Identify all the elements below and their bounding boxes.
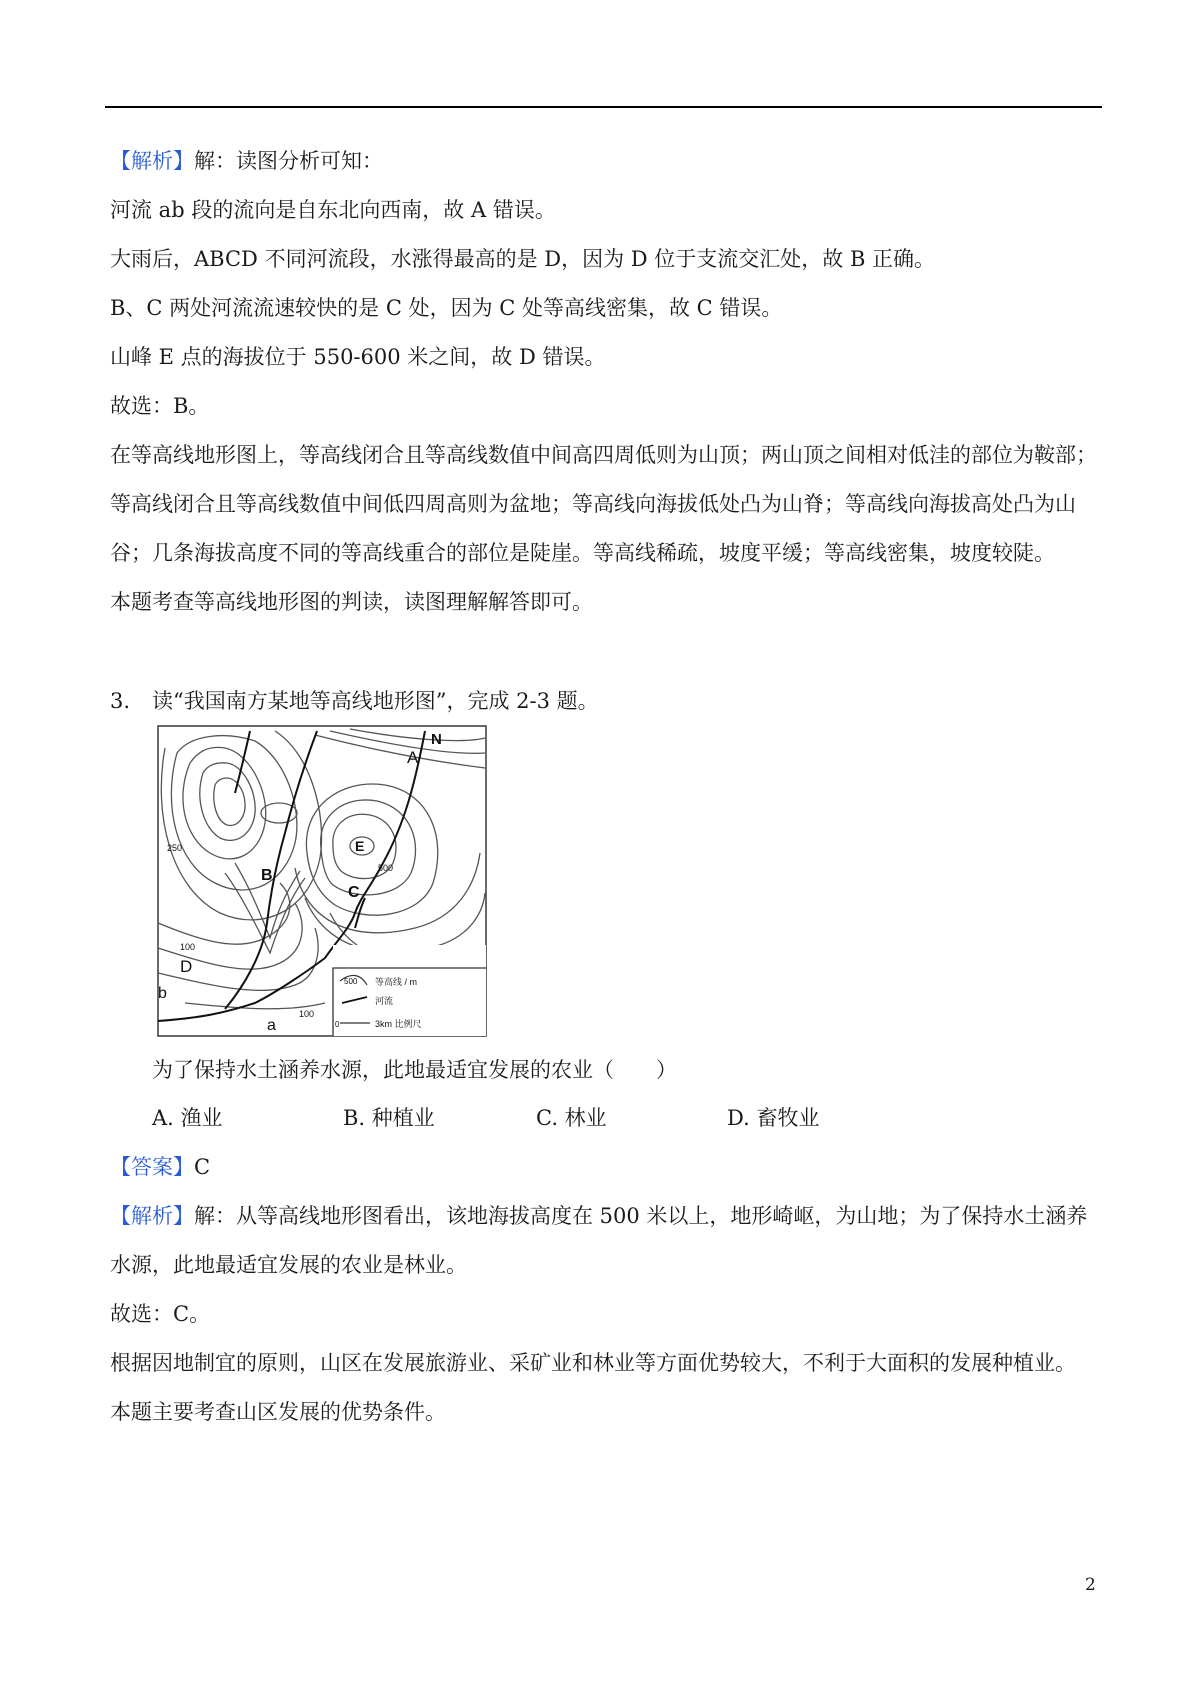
analysis-tag: 【解析】 xyxy=(110,149,194,173)
analysis-line: 本题考查等高线地形图的判读，读图理解解答即可。 xyxy=(110,590,593,614)
answer-tag: 【答案】 xyxy=(110,1155,194,1179)
elevation-100-left: 100 xyxy=(180,942,196,952)
label-b-lower: b xyxy=(158,985,167,1002)
analysis-line: 河流 ab 段的流向是自东北向西南，故 A 错误。 xyxy=(110,198,556,222)
option-a: A. 渔业 xyxy=(152,1106,223,1130)
analysis-2-tag: 【解析】 xyxy=(110,1204,194,1228)
question-stem: 为了保持水土涵养水源，此地最适宜发展的农业（ ） xyxy=(152,1058,677,1082)
label-a-lower: a xyxy=(267,1017,276,1034)
elevation-500: 500 xyxy=(378,863,394,873)
north-arrow-label: N xyxy=(431,731,442,748)
analysis-line: 等高线闭合且等高线数值中间低四周高则为盆地；等高线向海拔低处凸为山脊；等高线向海拔高处凸为山 xyxy=(110,492,1076,516)
label-a-upper: A xyxy=(407,748,419,767)
analysis-line: 山峰 E 点的海拔位于 550-600 米之间，故 D 错误。 xyxy=(110,345,606,369)
label-c: C xyxy=(348,884,360,901)
question-number: 3. xyxy=(110,689,131,713)
analysis-2-line: 本题主要考查山区发展的优势条件。 xyxy=(110,1400,446,1424)
header-rule xyxy=(105,106,1102,108)
legend-scale: 3km 比例尺 xyxy=(375,1019,422,1029)
analysis-line: B、C 两处河流流速较快的是 C 处，因为 C 处等高线密集，故 C 错误。 xyxy=(110,296,783,320)
answer-line xyxy=(110,1152,210,1182)
analysis-line: 大雨后，ABCD 不同河流段，水涨得最高的是 D，因为 D 位于支流交汇处，故 B 正确。 xyxy=(110,247,936,271)
analysis-2-line: 解：从等高线地形图看出，该地海拔高度在 500 米以上，地形崎岖，为山地；为了保持水土涵养 xyxy=(194,1204,1088,1228)
analysis-2-line: 水源，此地最适宜发展的农业是林业。 xyxy=(110,1253,467,1277)
elevation-100-bottom: 100 xyxy=(299,1009,315,1019)
page-number: 2 xyxy=(1085,1575,1096,1595)
analysis-heading xyxy=(110,146,383,176)
analysis-intro: 解：读图分析可知： xyxy=(194,149,383,173)
analysis-2-line: 根据因地制宜的原则，山区在发展旅游业、采矿业和林业等方面优势较大，不利于大面积的发展种植业。 xyxy=(110,1351,1076,1375)
answer-value: C xyxy=(194,1155,211,1179)
legend-contour-value: 500 xyxy=(344,977,358,986)
contour-map xyxy=(155,723,489,1039)
option-c: C. 林业 xyxy=(536,1106,607,1130)
legend-scale-zero: 0 xyxy=(335,1020,340,1029)
option-b: B. 种植业 xyxy=(343,1106,435,1130)
analysis-line: 谷；几条海拔高度不同的等高线重合的部位是陡崖。等高线稀疏，坡度平缓；等高线密集，坡度较陡。 xyxy=(110,541,1055,565)
legend-river: 河流 xyxy=(375,996,394,1006)
label-d: D xyxy=(180,957,193,976)
analysis-2-heading xyxy=(110,1201,1087,1231)
legend-contour: 等高线 / m xyxy=(375,977,417,987)
analysis-line: 在等高线地形图上，等高线闭合且等高线数值中间高四周低则为山顶；两山顶之间相对低洼的部位为鞍部； xyxy=(110,443,1097,467)
question-prompt: 读“我国南方某地等高线地形图”，完成 2-3 题。 xyxy=(152,689,599,713)
analysis-line: 故选：B。 xyxy=(110,394,210,418)
label-b-upper: B xyxy=(261,867,273,884)
elevation-250: 250 xyxy=(167,843,183,853)
analysis-2-line: 故选：C。 xyxy=(110,1302,211,1326)
label-e: E xyxy=(355,838,365,854)
option-d: D. 畜牧业 xyxy=(727,1106,820,1130)
